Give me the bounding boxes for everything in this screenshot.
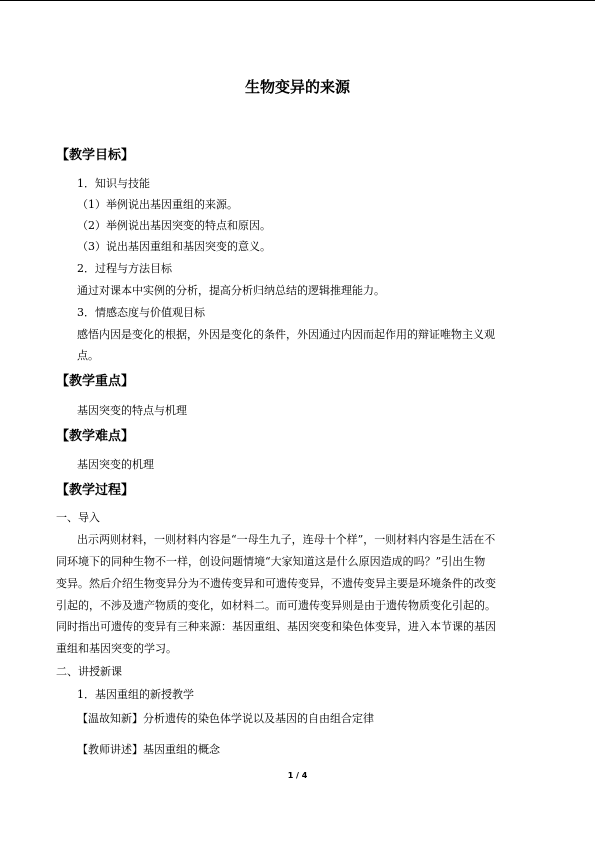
intro-paragraph-line: 重组和基因突变的学习。 — [56, 642, 177, 655]
section-title-intro: 一、导入 — [56, 511, 100, 524]
objective-line: （1）举例说出基因重组的来源。 — [77, 198, 238, 211]
objective-line: 2．过程与方法目标 — [77, 262, 172, 275]
subsection-title: 1．基因重组的新授教学 — [77, 688, 194, 701]
difficulties-text: 基因突变的机理 — [77, 458, 154, 471]
difficulties-heading: 【教学难点】 — [56, 429, 135, 444]
review-line: 【温故知新】分析遗传的染色体学说以及基因的自由组合定律 — [77, 712, 374, 725]
teacher-line: 【教师讲述】基因重组的概念 — [77, 743, 220, 756]
objectives-heading: 【教学目标】 — [56, 148, 135, 163]
document-title: 生物变异的来源 — [244, 78, 350, 96]
intro-paragraph-line: 同时指出可遗传的变异有三种来源：基因重组、基因突变和染色体变异，进入本节课的基因 — [56, 620, 496, 633]
intro-paragraph-line: 引起的，不涉及遗产物质的变化，如材料二。而可遗传变异则是由于遗传物质变化引起的。 — [56, 599, 496, 612]
objective-line: 通过对课本中实例的分析，提高分析归纳总结的逻辑推理能力。 — [77, 284, 385, 297]
objective-line: （3）说出基因重组和基因突变的意义。 — [77, 240, 271, 253]
objective-line: 感悟内因是变化的根据，外因是变化的条件，外因通过内因而起作用的辩证唯物主义观 — [77, 328, 495, 341]
section-title-new-lesson: 二、讲授新课 — [56, 665, 122, 678]
objective-line: 3．情感态度与价值观目标 — [77, 306, 205, 319]
key-points-text: 基因突变的特点与机理 — [77, 404, 187, 417]
objective-line: 1．知识与技能 — [77, 177, 150, 190]
objective-line: （2）举例说出基因突变的特点和原因。 — [77, 219, 271, 232]
intro-paragraph-line: 出示两则材料，一则材料内容是“一母生九子，连母十个样”，一则材料内容是生活在不 — [77, 533, 496, 546]
objective-line: 点。 — [77, 349, 99, 362]
intro-paragraph-line: 同环境下的同种生物不一样，创设问题情境“大家知道这是什么原因造成的吗？”引出生物 — [56, 555, 486, 568]
process-heading: 【教学过程】 — [56, 483, 135, 498]
intro-paragraph-line: 变异。然后介绍生物变异分为不遗传变异和可遗传变异，不遗传变异主要是环境条件的改变 — [56, 577, 496, 590]
page-number: 1 / 4 — [287, 771, 308, 780]
key-points-heading: 【教学重点】 — [56, 374, 135, 389]
